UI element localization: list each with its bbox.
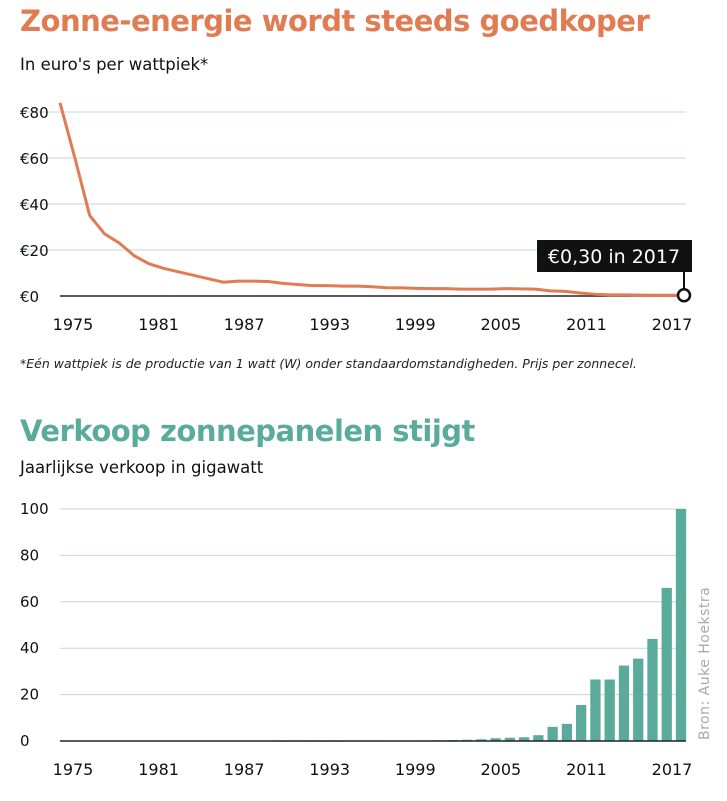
x-tick-label: 1987 — [223, 315, 265, 334]
price-chart-title: Zonne-energie wordt steeds goedkoper — [20, 4, 650, 38]
x-tick-label: 1999 — [394, 315, 436, 334]
x-tick-label: 2005 — [480, 315, 522, 334]
x-tick-label: 2011 — [566, 760, 607, 779]
y-tick-label: 60 — [20, 592, 40, 611]
source-credit: Bron: Auke Hoekstra — [697, 586, 713, 740]
y-tick-label: 100 — [20, 500, 49, 518]
y-tick-label: €20 — [20, 242, 49, 260]
x-tick-label: 1981 — [138, 315, 179, 334]
x-tick-label: 1993 — [309, 760, 351, 779]
y-tick-label: 0 — [20, 732, 30, 750]
annotation-text: €0,30 in 2017 — [547, 246, 681, 268]
x-tick-label: 2011 — [566, 315, 607, 334]
price-chart-subtitle: In euro's per wattpiek* — [20, 55, 209, 74]
y-tick-label: €40 — [20, 196, 49, 214]
sales-chart-title: Verkoop zonnepanelen stijgt — [20, 414, 475, 448]
y-tick-label: €80 — [20, 104, 49, 122]
x-tick-label: 2017 — [651, 760, 693, 779]
x-tick-label: 1975 — [52, 315, 94, 334]
x-tick-label: 1987 — [223, 760, 265, 779]
y-tick-label: 20 — [20, 685, 40, 704]
y-tick-label: €0 — [20, 288, 40, 306]
price-chart-footnote: *Eén wattpiek is de productie van 1 watt (W) onder standaardomstandigheden. Prijs per zonnecel. — [20, 356, 637, 371]
endpoint-marker — [678, 289, 690, 301]
x-tick-label: 1993 — [309, 315, 351, 334]
y-tick-label: 80 — [20, 546, 40, 565]
x-tick-label: 2005 — [480, 760, 522, 779]
sales-chart-subtitle: Jaarlijkse verkoop in gigawatt — [20, 458, 264, 477]
y-tick-label: €60 — [20, 150, 49, 168]
x-tick-label: 1975 — [52, 760, 94, 779]
x-tick-label: 1999 — [394, 760, 436, 779]
x-tick-label: 2017 — [651, 315, 693, 334]
y-tick-label: 40 — [20, 639, 40, 658]
x-tick-label: 1981 — [138, 760, 179, 779]
